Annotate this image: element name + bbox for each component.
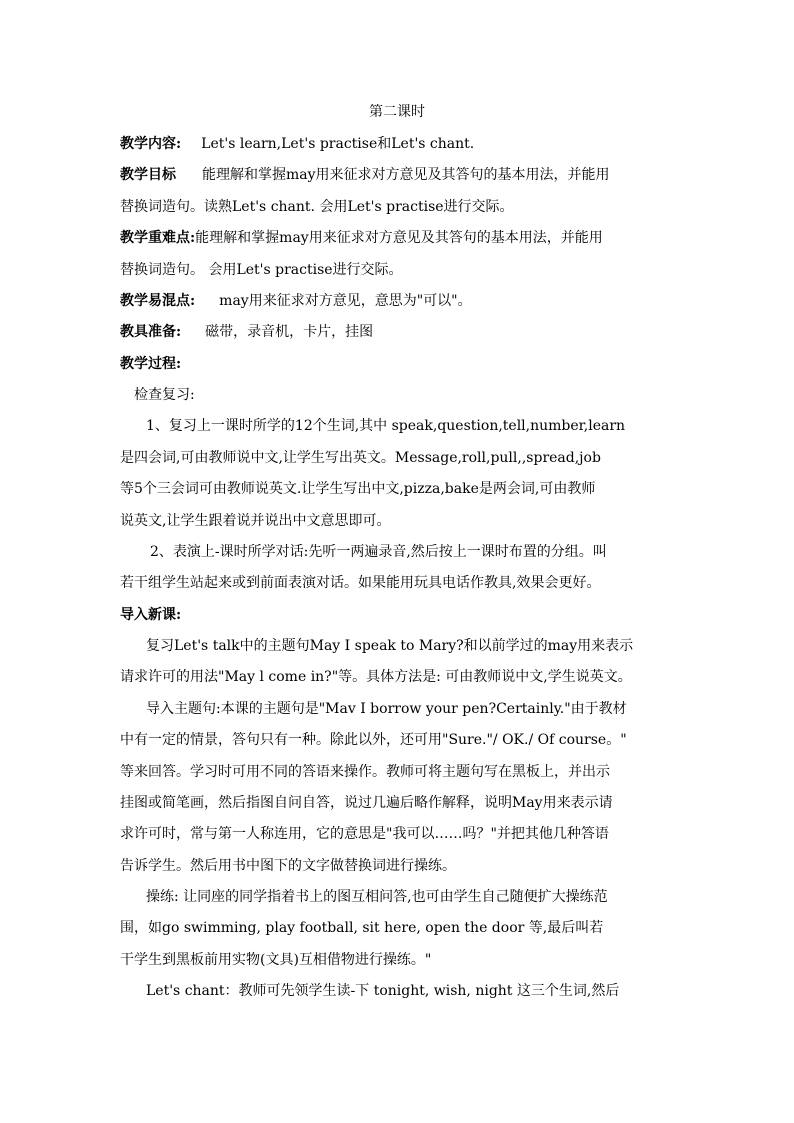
goal-text-1: 能理解和掌握may用来征求对方意见及其答句的基本用法，并能用	[202, 167, 610, 183]
new-p2-line1: 导入主题句:本课的主题句是"Mav I borrow your pen?Certainly."由于教材	[146, 701, 627, 717]
new-p3-line1: 操练: 让同座的同学指着书上的图互相问答,也可由学生自己随便扩大操练范	[146, 889, 608, 905]
key-text-1: 能理解和掌握may用来征求对方意见及其答句的基本用法，并能用	[195, 230, 603, 246]
key-label: 教学重难点:	[120, 230, 196, 246]
new-p1-line2: 请求许可的用法"May l come in?"等。具体方法是: 可由教师说中文,学生说英文。	[120, 669, 632, 685]
key-row	[120, 228, 680, 248]
content-label: 教学内容:	[120, 136, 182, 152]
review-p1-line4: 说英文,让学生跟着说并说出中文意思即可。	[120, 513, 391, 529]
new-p2-line2: 中有一定的情景，答句只有一种。除此以外，还可用"Sure."/ OK./ Of course。"	[120, 732, 627, 748]
tools-text: 磁带，录音机，卡片，挂图	[205, 324, 374, 340]
new-p2-line4: 挂图或简笔画，然后指图自问自答，说过几遍后略作解释，说明May用来表示请	[120, 795, 613, 811]
tools-label: 教具准备:	[120, 324, 182, 340]
process-label: 教学过程:	[120, 356, 182, 372]
review-p1-line3: 等5个三会词可由教师说英文.让学生写出中文,pizza,bake是两会词,可由教师	[120, 481, 596, 497]
new-p3-line3: 干学生到黑板前用实物(文具)互相借物进行操练。"	[120, 952, 432, 968]
key-text-2: 替换词造句。 会用Let's practise进行交际。	[120, 262, 403, 278]
review-p2-line1: 2、表演上-课时所学对话:先听一两遍录音,然后按上一课时布置的分组。叫	[150, 544, 607, 560]
confuse-text: may用来征求对方意见，意思为"可以"。	[219, 293, 472, 309]
new-lesson-heading: 导入新课:	[120, 607, 182, 623]
content-text: Let's learn,Let's practise和Let's chant.	[201, 136, 475, 152]
new-p2-line5: 求许可时，常与第一人称连用，它的意思是"我可以……吗？"并把其他几种答语	[120, 826, 609, 842]
confuse-row	[120, 291, 680, 311]
review-p1-line1: 1、复习上一课时所学的12个生词,其中 speak,question,tell,number,learn	[146, 418, 626, 434]
review-p2-line2: 若干组学生站起来或到前面表演对话。如果能用玩具电话作教具,效果会更好。	[120, 575, 601, 591]
new-p2-line3: 等来回答。学习时可用不同的答语来操作。教师可将主题句写在黑板上，并出示	[120, 764, 610, 780]
goal-text-2: 替换词造句。读熟Let's chant. 会用Let's practise进行交际。	[120, 199, 514, 215]
tools-row	[120, 322, 680, 342]
new-p1-line1: 复习Let's talk中的主题句May I speak to Mary?和以前学过的may用来表示	[146, 638, 634, 654]
confuse-label: 教学易混点:	[120, 293, 196, 309]
goal-label: 教学目标	[120, 167, 176, 183]
new-p3-line2: 围，如go swimming, play football, sit here, open the door 等,最后叫若	[120, 920, 604, 936]
review-p1-line2: 是四会词,可由教师说中文,让学生写出英文。Message,roll,pull,,spread,job	[120, 450, 601, 466]
goal-row	[120, 165, 680, 185]
content-row	[120, 134, 680, 154]
new-p2-line6: 告诉学生。然后用书中图下的文字做替换词进行操练。	[120, 858, 456, 874]
review-heading: 检查复习:	[134, 387, 195, 403]
new-p4-line1: Let's chant：教师可先领学生读-下 tonight, wish, night 这三个生词,然后	[146, 983, 620, 999]
page-title: 第二课时	[369, 104, 425, 120]
